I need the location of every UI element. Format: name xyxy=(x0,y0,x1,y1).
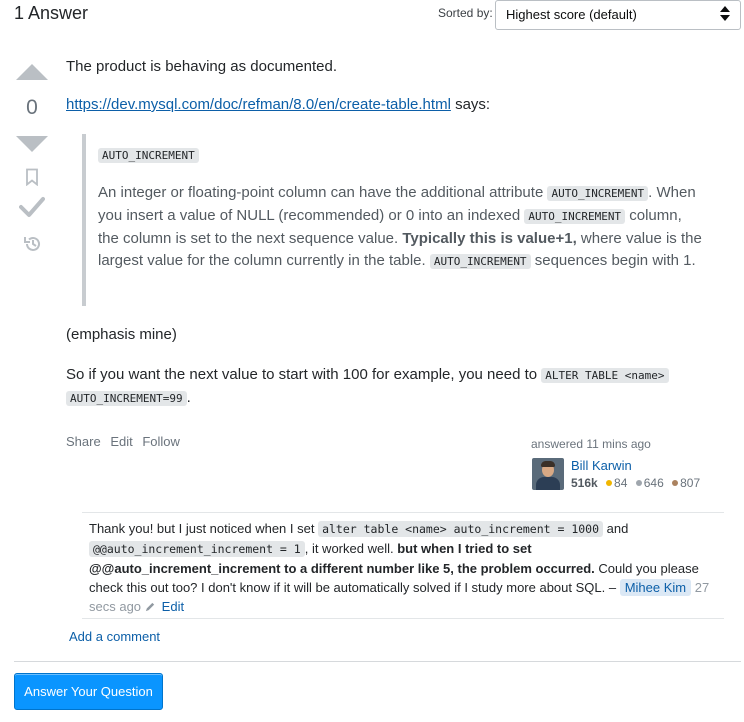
accept-check-icon[interactable] xyxy=(19,196,45,218)
bronze-badge-count: 807 xyxy=(680,476,701,490)
paragraph-text: . xyxy=(186,389,191,406)
quote-text-part: sequences begin with 1. xyxy=(530,252,696,269)
comments-divider xyxy=(82,618,724,619)
quote-code: AUTO_INCREMENT xyxy=(98,148,199,163)
answer-paragraph: (emphasis mine) xyxy=(66,326,177,343)
answered-time: answered 11 mins ago xyxy=(531,437,651,451)
pencil-icon xyxy=(145,601,156,612)
vote-count: 0 xyxy=(26,96,38,119)
quote-text-part: . When you insert a value of NULL (recommended) or 0 into an indexed xyxy=(98,184,696,224)
inline-code: AUTO_INCREMENT xyxy=(547,186,648,201)
share-link[interactable]: Share xyxy=(66,434,101,449)
comment-user-link[interactable]: Mihee Kim xyxy=(620,579,691,596)
quote-text-part: column, the column is set to the next sequence value. xyxy=(98,207,682,247)
sort-select[interactable] xyxy=(495,0,741,30)
post-menu xyxy=(66,434,186,449)
answer-paragraph: The product is behaving as documented. xyxy=(66,58,338,75)
comment-text: , it worked well. xyxy=(304,541,398,556)
answer-count: 1 Answer xyxy=(14,3,89,23)
user-name-link[interactable]: Bill Karwin xyxy=(571,458,632,473)
user-reputation xyxy=(571,476,700,490)
section-divider xyxy=(14,661,741,662)
edit-link[interactable]: Edit xyxy=(110,434,133,449)
comment-text: and xyxy=(603,521,629,536)
inline-code: AUTO_INCREMENT=99 xyxy=(66,391,187,406)
downvote-icon[interactable] xyxy=(16,136,48,152)
inline-code: @@auto_increment_increment = 1 xyxy=(89,541,305,557)
quote-text xyxy=(98,182,703,273)
paragraph-text: So if you want the next value to start with 100 for example, you need to xyxy=(66,366,542,383)
inline-code: alter table <name> auto_increment = 1000 xyxy=(318,521,603,537)
gold-badge-count: 84 xyxy=(614,476,628,490)
comment-date: 27 secs ago xyxy=(89,580,710,614)
link-suffix: says: xyxy=(450,96,491,113)
blockquote xyxy=(82,134,707,306)
quote-emphasis: Typically this is value+1, xyxy=(402,230,577,247)
answer-your-question-button[interactable]: Answer Your Question xyxy=(14,673,163,710)
bronze-badge-icon xyxy=(672,480,678,486)
comment-text: Could you please check this out too? I don't know if it will be automatically solved if I study more about SQL. – xyxy=(89,561,699,595)
inline-code: AUTO_INCREMENT xyxy=(430,254,531,269)
upvote-icon[interactable] xyxy=(16,64,48,80)
reputation-score: 516k xyxy=(571,476,598,490)
add-comment-link[interactable]: Add a comment xyxy=(69,629,161,644)
comment-edit-link[interactable]: Edit xyxy=(161,599,185,614)
quote-text-part: An integer or floating-point column can have the additional attribute xyxy=(98,184,548,201)
history-icon[interactable] xyxy=(23,234,43,254)
sort-selected-value: Highest score (default) xyxy=(506,7,637,22)
comment-text: Thank you! but I just noticed when I set xyxy=(89,521,319,536)
comments-list xyxy=(82,512,724,614)
silver-badge-icon xyxy=(636,480,642,486)
answer-paragraph xyxy=(66,94,490,116)
comment xyxy=(89,519,719,616)
bookmark-icon[interactable] xyxy=(25,168,39,186)
comment-emphasis: but when I tried to set @@auto_increment_increment to a different number like 5, the problem occurred. xyxy=(89,541,595,576)
quote-text-part: where value is the largest value for the column currently in the table. xyxy=(98,230,702,269)
inline-code: AUTO_INCREMENT xyxy=(524,209,625,224)
inline-code: ALTER TABLE <name> xyxy=(541,368,668,383)
silver-badge-count: 646 xyxy=(643,476,664,490)
avatar[interactable] xyxy=(532,458,564,490)
follow-link[interactable]: Follow xyxy=(142,434,180,449)
sort-label: Sorted by: xyxy=(438,6,493,20)
sort-arrows-icon xyxy=(720,6,730,21)
answers-header xyxy=(0,0,744,40)
answer-paragraph xyxy=(66,364,706,410)
gold-badge-icon xyxy=(606,480,612,486)
documentation-link[interactable]: https://dev.mysql.com/doc/refman/8.0/en/create-table.html xyxy=(66,96,451,113)
